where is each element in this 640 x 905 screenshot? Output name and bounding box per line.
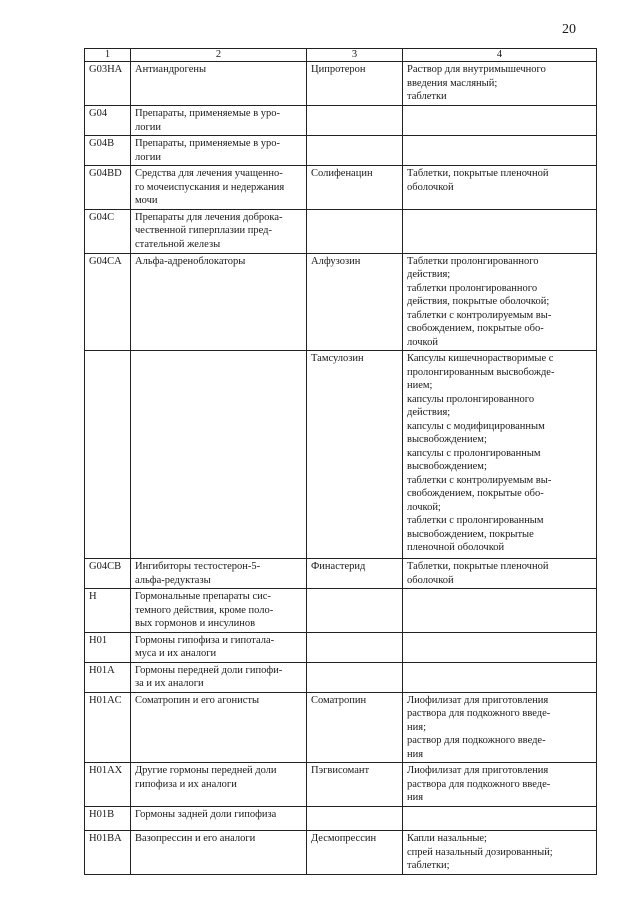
cell-drug [307, 136, 403, 166]
cell-forms: Капли назальные; спрей назальный дозированный; таблетки; [403, 831, 597, 875]
cell-forms [403, 632, 597, 662]
cell-name: Препараты, применяемые в уро- логии [131, 136, 307, 166]
cell-drug [307, 807, 403, 831]
table-row [85, 589, 597, 633]
table-row [85, 807, 597, 831]
cell-drug: Финастерид [307, 559, 403, 589]
cell-code: G04CB [85, 559, 131, 589]
cell-forms: Лиофилизат для приготовления раствора для подкожного введе- ния; раствор для подкожного введе- ния [403, 692, 597, 763]
cell-name: Гормоны передней доли гипофи- за и их аналоги [131, 662, 307, 692]
table-row [85, 692, 597, 763]
cell-name: Вазопрессин и его аналоги [131, 831, 307, 875]
cell-forms: Лиофилизат для приготовления раствора для подкожного введе- ния [403, 763, 597, 807]
cell-code: G04 [85, 106, 131, 136]
cell-code: G04BD [85, 166, 131, 210]
cell-name: Альфа-адреноблокаторы [131, 253, 307, 351]
column-header-drug: 3 [307, 49, 403, 62]
column-header-name: 2 [131, 49, 307, 62]
cell-drug [307, 632, 403, 662]
cell-name: Средства для лечения учащенно- го мочеиспускания и недержания мочи [131, 166, 307, 210]
table-row [85, 253, 597, 351]
cell-code: H01B [85, 807, 131, 831]
cell-code: G03HA [85, 62, 131, 106]
cell-forms [403, 106, 597, 136]
column-header-forms: 4 [403, 49, 597, 62]
cell-drug [307, 662, 403, 692]
cell-code: H [85, 589, 131, 633]
cell-drug: Десмопрессин [307, 831, 403, 875]
cell-code: G04B [85, 136, 131, 166]
cell-name: Гормоны гипофиза и гипотала- муса и их аналоги [131, 632, 307, 662]
cell-forms: Таблетки, покрытые пленочной оболочкой [403, 166, 597, 210]
cell-drug: Пэгвисомант [307, 763, 403, 807]
cell-forms: Таблетки, покрытые пленочной оболочкой [403, 559, 597, 589]
table-row [85, 106, 597, 136]
table-row [85, 166, 597, 210]
cell-forms: Раствор для внутримышечного введения масляный; таблетки [403, 62, 597, 106]
column-header-code: 1 [85, 49, 131, 62]
cell-code: G04C [85, 209, 131, 253]
cell-code: H01AC [85, 692, 131, 763]
table-row [85, 632, 597, 662]
cell-drug: Тамсулозин [307, 351, 403, 559]
cell-code: H01AX [85, 763, 131, 807]
cell-forms: Капсулы кишечнорастворимые с пролонгированным высвобожде- нием; капсулы пролонгированного действия; капсулы с модифицированным высвобождением; капсулы с пролонгированным высвобождением; таблетки с контролируемым вы- свобождением, покрытые обо- лочкой; таблетки с пролонгированным высвобождением, покрытые пленочной оболочкой [403, 351, 597, 559]
cell-forms [403, 589, 597, 633]
cell-code: H01 [85, 632, 131, 662]
cell-name: Антиандрогены [131, 62, 307, 106]
cell-code: G04CA [85, 253, 131, 351]
cell-name: Гормональные препараты сис- темного действия, кроме поло- вых гормонов и инсулинов [131, 589, 307, 633]
drug-classification-table [84, 48, 597, 875]
table-row [85, 62, 597, 106]
page-number: 20 [562, 22, 576, 37]
table-row [85, 763, 597, 807]
table-header-row [85, 49, 597, 62]
cell-drug: Алфузозин [307, 253, 403, 351]
cell-drug [307, 589, 403, 633]
cell-name: Соматропин и его агонисты [131, 692, 307, 763]
cell-name: Другие гормоны передней доли гипофиза и их аналоги [131, 763, 307, 807]
cell-code: H01BA [85, 831, 131, 875]
table-row [85, 831, 597, 875]
cell-name: Гормоны задней доли гипофиза [131, 807, 307, 831]
cell-name: Ингибиторы тестостерон-5- альфа-редуктазы [131, 559, 307, 589]
cell-drug: Ципротерон [307, 62, 403, 106]
cell-drug: Солифенацин [307, 166, 403, 210]
cell-forms [403, 807, 597, 831]
cell-forms [403, 209, 597, 253]
cell-code: H01A [85, 662, 131, 692]
table-row [85, 559, 597, 589]
cell-code [85, 351, 131, 559]
table-row [85, 136, 597, 166]
cell-drug: Соматропин [307, 692, 403, 763]
table-row [85, 351, 597, 559]
cell-forms: Таблетки пролонгированного действия; таблетки пролонгированного действия, покрытые оболочкой; таблетки с контролируемым вы- свобождением, покрытые обо- лочкой [403, 253, 597, 351]
cell-drug [307, 209, 403, 253]
cell-drug [307, 106, 403, 136]
cell-forms [403, 136, 597, 166]
table-body [85, 62, 597, 875]
cell-name: Препараты, применяемые в уро- логии [131, 106, 307, 136]
cell-name [131, 351, 307, 559]
table-row [85, 662, 597, 692]
cell-forms [403, 662, 597, 692]
table-row [85, 209, 597, 253]
cell-name: Препараты для лечения доброка- чественной гиперплазии пред- стательной железы [131, 209, 307, 253]
